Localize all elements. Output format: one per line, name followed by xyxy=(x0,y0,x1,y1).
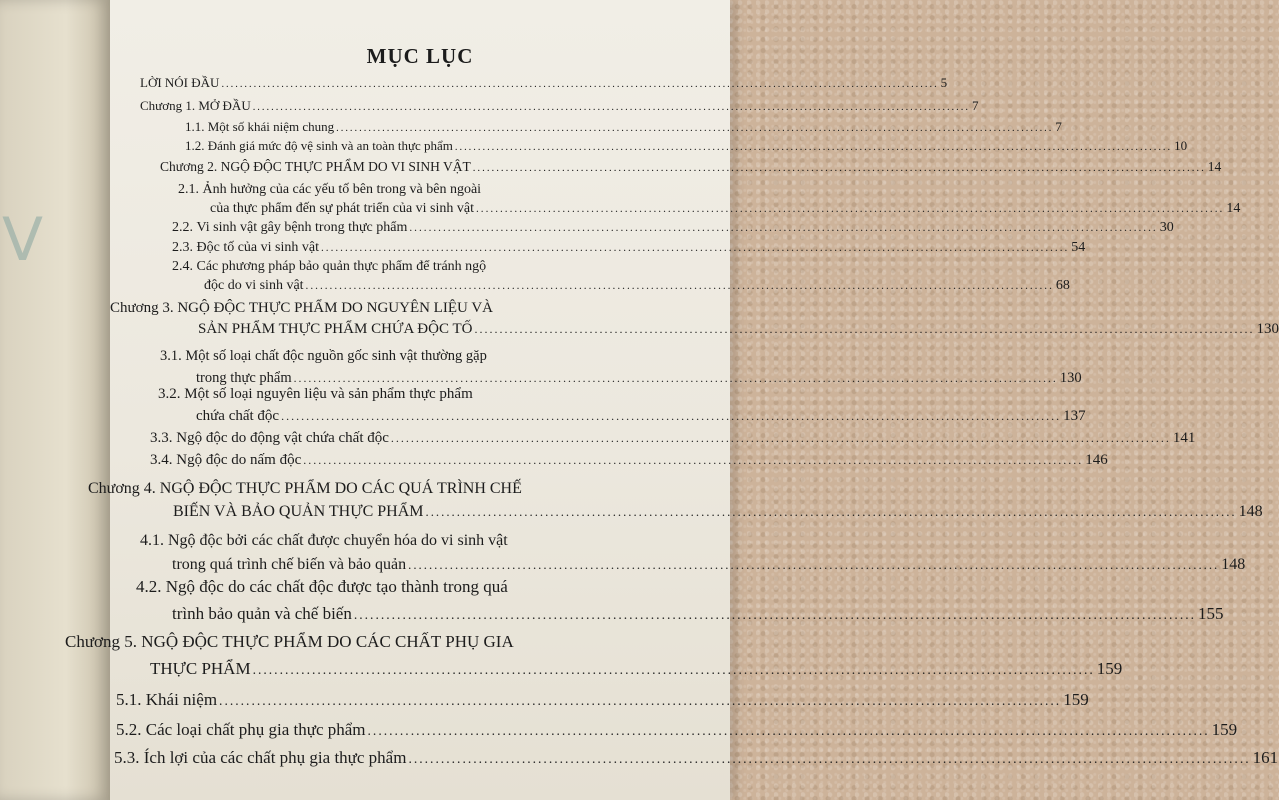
toc-entry-5-3 xyxy=(114,748,1279,768)
page-number: 159 xyxy=(1211,720,1238,739)
section-title: Ngộ độc do động vật chứa chất độc xyxy=(176,430,389,446)
dot-leader: ............................................................................................................................................................ xyxy=(390,431,1171,445)
dot-leader: ............................................................................................................................................................ xyxy=(252,662,1095,677)
section-title: Các loại chất phụ gia thực phẩm xyxy=(145,720,366,739)
toc-entry-4-2 xyxy=(136,577,1224,624)
section-number: 2.2. xyxy=(172,220,193,235)
toc-entry-3-1 xyxy=(160,348,1082,387)
page-number: 148 xyxy=(1238,503,1263,520)
toc-entry-3-4 xyxy=(150,452,1108,469)
chapter-title-line-1: Chương 3. NGỘ ĐỘC THỰC PHẨM DO NGUYÊN LIỆU VÀ xyxy=(110,300,493,316)
page-number: 130 xyxy=(1256,321,1279,337)
page-number: 141 xyxy=(1172,430,1196,446)
dot-leader: ............................................................................................................................................................ xyxy=(281,409,1062,423)
page-number: 148 xyxy=(1221,556,1246,573)
toc-entry-5-1 xyxy=(116,690,1089,710)
section-number: 1.2. xyxy=(185,138,205,153)
toc-entry-4-1 xyxy=(140,532,1246,574)
section-title-line-2: độc do vi sinh vật xyxy=(204,278,304,293)
section-title: Khái niệm xyxy=(145,690,218,709)
toc-entry-chapter-5 xyxy=(65,632,1123,679)
dot-leader: ............................................................................................................................................................ xyxy=(320,242,1070,254)
page-number: 30 xyxy=(1159,220,1174,235)
dot-leader: ............................................................................................................................................................ xyxy=(367,723,1210,738)
dot-leader: ............................................................................................................................................................ xyxy=(409,222,1158,234)
section-title: Ích lợi của các chất phụ gia thực phẩm xyxy=(143,748,407,767)
section-title-line-1: Một số loại nguyên liệu và sản phẩm thực phẩm xyxy=(184,386,473,402)
toc-entry-2-1 xyxy=(178,182,1241,217)
section-number: 4.2. xyxy=(136,577,162,596)
page-title: MỤC LỤC xyxy=(366,44,474,68)
section-number: 5.1. xyxy=(116,690,142,709)
dot-leader: ............................................................................................................................................................ xyxy=(476,203,1225,215)
chapter-title-line-1: Chương 4. NGỘ ĐỘC THỰC PHẨM DO CÁC QUÁ TRÌNH CHẾ xyxy=(88,480,522,497)
section-number: 5.2. xyxy=(116,720,142,739)
chapter-title-line-2: SẢN PHẨM THỰC PHẨM CHỨA ĐỘC TỐ xyxy=(198,321,473,337)
toc-entry-3-3 xyxy=(150,430,1196,447)
section-title: Đánh giá mức độ vệ sinh và an toàn thực phẩm xyxy=(207,138,453,153)
toc-entry-chapter-2 xyxy=(160,159,1222,175)
dot-leader: ............................................................................................................................................................ xyxy=(408,751,1251,766)
toc-entry-1-2 xyxy=(185,138,1188,154)
toc-entry-5-2 xyxy=(116,720,1238,740)
page-number: 137 xyxy=(1063,408,1086,424)
section-title: Độc tố của vi sinh vật xyxy=(196,240,319,255)
toc-entry-3-2 xyxy=(158,386,1086,425)
section-title-line-1: Ngộ độc bởi các chất được chuyển hóa do vi sinh vật xyxy=(168,532,508,549)
page-number: 10 xyxy=(1174,138,1188,153)
section-title-line-1: Các phương pháp bảo quản thực phẩm để tránh ngộ xyxy=(196,259,487,274)
section-title-line-2: trong thực phẩm xyxy=(196,370,292,386)
page-number: 130 xyxy=(1059,370,1082,386)
page-number: 159 xyxy=(1096,659,1123,678)
page-number: 155 xyxy=(1198,604,1224,623)
toc-entry-2-3 xyxy=(172,240,1086,256)
section-number: 2.3. xyxy=(172,240,193,255)
toc-entry-1-1 xyxy=(185,119,1062,135)
page-number: 7 xyxy=(1055,119,1062,134)
section-title-line-2: chứa chất độc xyxy=(196,408,280,424)
section-number: 2.4. xyxy=(172,259,193,274)
section-number: 3.1. xyxy=(160,348,182,364)
section-number: 3.4. xyxy=(150,452,173,468)
section-title: Ngộ độc do nấm độc xyxy=(176,452,302,468)
toc-entry-2-4 xyxy=(172,259,1070,294)
toc-entry-2-2 xyxy=(172,220,1174,236)
dot-leader: ............................................................................................................................................................ xyxy=(305,280,1054,292)
dot-leader: ............................................................................................................................................................ xyxy=(353,607,1197,622)
chapter-title: Chương 2. NGỘ ĐỘC THỰC PHẨM DO VI SINH VẬT xyxy=(160,159,471,174)
chapter-title-line-2: THỰC PHẨM xyxy=(150,659,251,678)
section-title-line-1: Một số loại chất độc nguồn gốc sinh vật thường gặp xyxy=(185,348,487,364)
section-number: 5.3. xyxy=(114,748,140,767)
section-number: 4.1. xyxy=(140,532,164,549)
dot-leader: ............................................................................................................................................................ xyxy=(303,453,1084,467)
dot-leader: ............................................................................................................................................................ xyxy=(252,102,970,113)
toc-entry-chapter-1 xyxy=(140,98,979,114)
section-title-line-1: Ngộ độc do các chất độc được tạo thành trong quá xyxy=(165,577,508,596)
section-title-line-2: trong quá trình chế biến và bảo quản xyxy=(172,556,407,573)
section-number: 1.1. xyxy=(185,119,205,134)
page-number: 161 xyxy=(1252,748,1279,767)
page-number: 68 xyxy=(1055,278,1070,293)
section-title-line-2: trình bảo quản và chế biến xyxy=(172,604,352,623)
toc-page xyxy=(65,0,1279,800)
toc-entry-chapter-3 xyxy=(110,300,1279,338)
dot-leader: ............................................................................................................................................................ xyxy=(219,693,1062,708)
dot-leader: ............................................................................................................................................................ xyxy=(454,142,1173,153)
page-number: 14 xyxy=(1207,159,1222,174)
dot-leader: ............................................................................................................................................................ xyxy=(425,505,1237,519)
section-number: 3.2. xyxy=(158,386,181,402)
page-number: 54 xyxy=(1071,240,1086,255)
toc-entry-label: LỜI NÓI ĐẦU xyxy=(140,75,220,90)
section-title: Vi sinh vật gây bệnh trong thực phẩm xyxy=(196,220,408,235)
dot-leader: ............................................................................................................................................................ xyxy=(336,123,1054,134)
dot-leader: ............................................................................................................................................................ xyxy=(293,372,1058,385)
toc-entry-preface xyxy=(140,75,948,91)
chapter-title: Chương 1. MỞ ĐẦU xyxy=(140,98,251,113)
section-title: Một số khái niệm chung xyxy=(207,119,335,134)
left-facing-page xyxy=(0,0,110,800)
section-number: 3.3. xyxy=(150,430,173,446)
section-title-line-1: Ảnh hưởng của các yếu tố bên trong và bên ngoài xyxy=(202,182,482,197)
dot-leader: ............................................................................................................................................................ xyxy=(472,162,1206,174)
chapter-title-line-2: BIẾN VÀ BẢO QUẢN THỰC PHẨM xyxy=(173,503,424,520)
page-number: 159 xyxy=(1063,690,1089,709)
dot-leader: ............................................................................................................................................................ xyxy=(221,79,939,90)
chapter-title-line-1: Chương 5. NGỘ ĐỘC THỰC PHẨM DO CÁC CHẤT PHỤ GIA xyxy=(65,632,514,651)
toc-entry-chapter-4 xyxy=(88,480,1263,521)
section-title-line-2: của thực phẩm đến sự phát triển của vi sinh vật xyxy=(210,201,474,216)
dot-leader: ............................................................................................................................................................ xyxy=(474,322,1255,336)
section-number: 2.1. xyxy=(178,182,199,197)
left-page-edge-mark: V xyxy=(2,205,44,275)
page-number: 7 xyxy=(971,98,979,113)
page-number: 14 xyxy=(1226,201,1241,216)
page-number: 146 xyxy=(1085,452,1108,468)
page-number: 5 xyxy=(940,75,948,90)
dot-leader: ............................................................................................................................................................ xyxy=(408,558,1220,572)
